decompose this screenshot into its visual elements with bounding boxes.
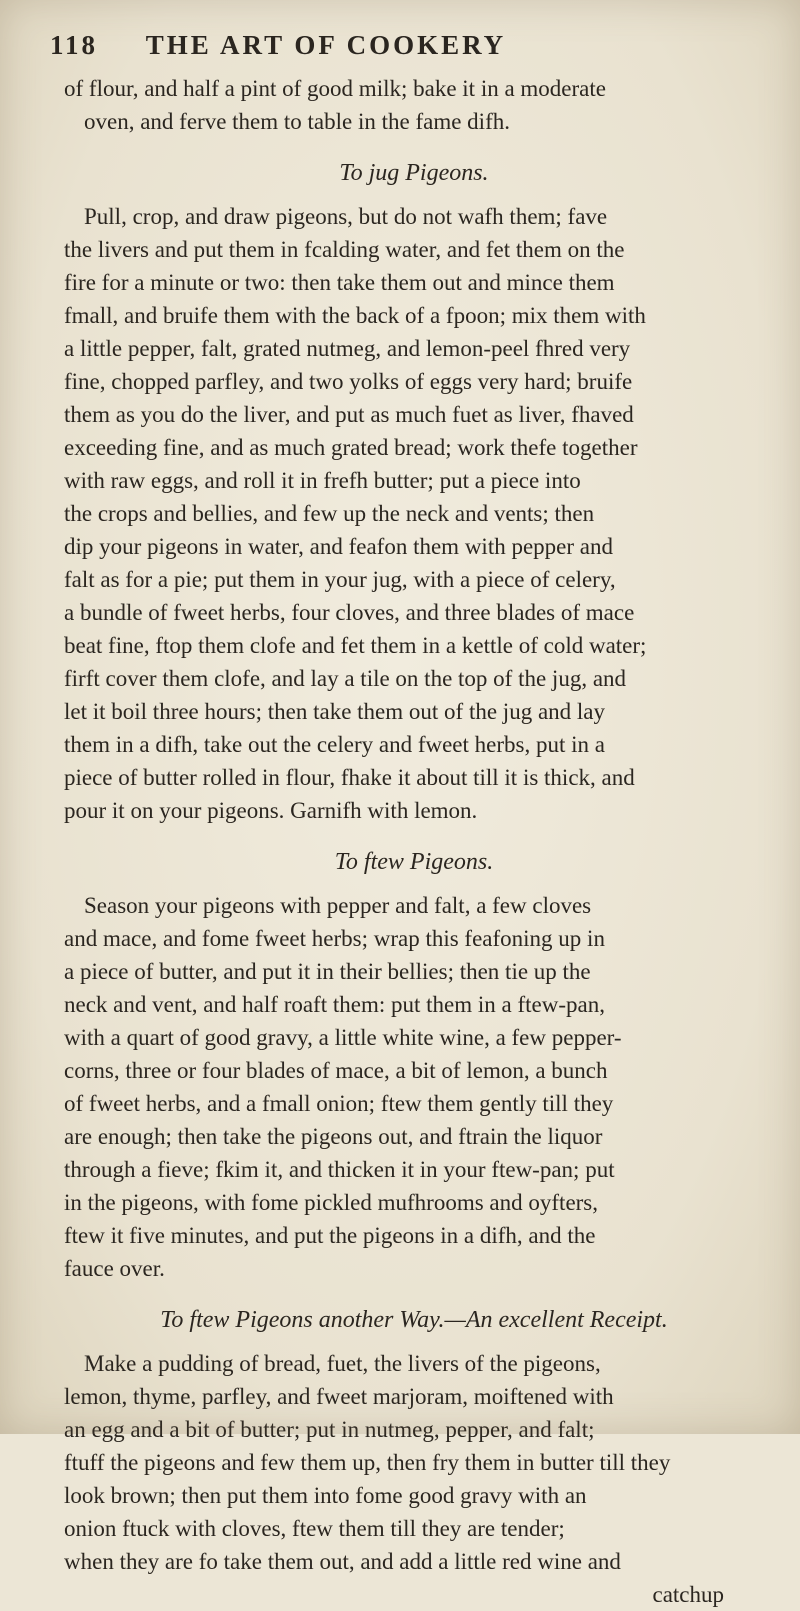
text-line: fauce over. [64,1256,165,1281]
text-line: ftuff the pigeons and few them up, then fry them in butter till they [64,1450,671,1475]
text-line: when they are fo take them out, and add a little red wine and [64,1549,621,1574]
text-line: ftew it five minutes, and put the pigeons in a difh, and the [64,1223,596,1248]
text-line: and mace, and fome fweet herbs; wrap this feafoning up in [64,926,605,951]
text-line: piece of butter rolled in flour, fhake it about till it is thick, and [64,765,635,790]
text-line: a little pepper, falt, grated nutmeg, and lemon-peel fhred very [64,336,631,361]
text-line: the livers and put them in fcalding water, and fet them on the [64,237,625,262]
text-line: are enough; then take the pigeons out, and ftrain the liquor [64,1124,603,1149]
text-line: a piece of butter, and put it in their bellies; then tie up the [64,959,591,984]
text-line: a bundle of fweet herbs, four cloves, and three blades of mace [64,600,635,625]
text-line: an egg and a bit of butter; put in nutmeg, pepper, and falt; [64,1417,595,1442]
text-line: neck and vent, and half roaft them: put them in a ftew-pan, [64,992,605,1017]
text-line: corns, three or four blades of mace, a bit of lemon, a bunch [64,1058,608,1083]
text-line: onion ftuck with cloves, ftew them till they are tender; [64,1516,565,1541]
text-line: Pull, crop, and draw pigeons, but do not wafh them; fave [84,204,608,229]
recipe-heading: To ftew Pigeons. [334,849,494,875]
text-line: oven, and ferve them to table in the fame difh. [84,109,510,134]
text-line: the crops and bellies, and few up the neck and vents; then [64,501,595,526]
text-line: exceeding fine, and as much grated bread; work thefe together [64,435,638,460]
text-line: with raw eggs, and roll it in frefh butter; put a piece into [64,468,581,493]
catchword: catchup [652,1582,724,1607]
text-line: fine, chopped parfley, and two yolks of eggs very hard; bruife [64,369,633,394]
text-line: fire for a minute or two: then take them out and mince them [64,270,615,295]
recipe-stew-pigeons-another-way [64,1303,764,1611]
text-line: lemon, thyme, parfley, and fweet marjoram, moiftened with [64,1384,614,1409]
text-line: Season your pigeons with pepper and falt, a few cloves [84,893,592,918]
book-title: THE ART OF COOKERY [145,30,507,60]
page-number: 118 [50,30,99,60]
text-line: of fweet herbs, and a fmall onion; ftew them gently till they [64,1091,614,1116]
text-line: fmall, and bruife them with the back of a fpoon; mix them with [64,303,646,328]
text-line: through a fieve; fkim it, and thicken it in your ftew-pan; put [64,1157,615,1182]
recipe-heading: To jug Pigeons. [339,160,489,186]
recipe-jug-pigeons [64,156,764,827]
page-body [64,72,764,1611]
text-line: them in a difh, take out the celery and fweet herbs, put in a [64,732,605,757]
text-line: them as you do the liver, and put as much fuet as liver, fhaved [64,402,634,427]
text-line: firft cover them clofe, and lay a tile on the top of the jug, and [64,666,627,691]
text-line: pour it on your pigeons. Garnifh with lemon. [64,798,478,823]
text-line: with a quart of good gravy, a little white wine, a few pepper- [64,1025,622,1050]
recipe-heading: To ftew Pigeons another Way.—An excellent Receipt. [160,1307,668,1333]
running-head [50,30,750,70]
text-line: beat fine, ftop them clofe and fet them in a kettle of cold water; [64,633,647,658]
recipe-stew-pigeons [64,845,764,1285]
text-line: Make a pudding of bread, fuet, the livers of the pigeons, [84,1351,601,1376]
text-line: falt as for a pie; put them in your jug, with a piece of celery, [64,567,616,592]
text-line: let it boil three hours; then take them out of the jug and lay [64,699,606,724]
text-line: in the pigeons, with fome pickled mufhrooms and oyfters, [64,1190,599,1215]
text-line: dip your pigeons in water, and feafon them with pepper and [64,534,614,559]
text-line: look brown; then put them into fome good gravy with an [64,1483,587,1508]
text-line: of flour, and half a pint of good milk; bake it in a moderate [64,76,606,101]
continuation-paragraph [64,72,764,138]
